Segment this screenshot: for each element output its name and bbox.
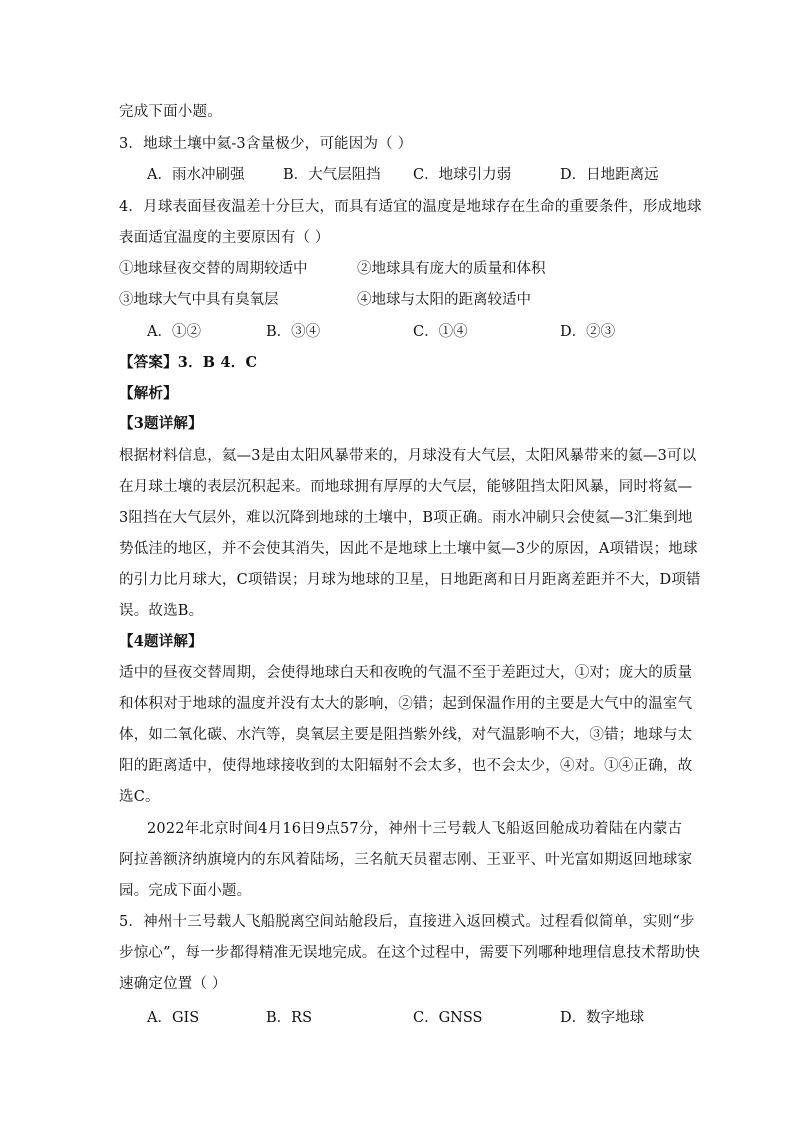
q3-detail-line4: 势低洼的地区，并不会使其消失，因此不是地球上土壤中氦—3少的原因，A项错误；地球 — [119, 541, 698, 557]
question-3-stem: 3．地球土壤中氦-3含量极少，可能因为（ ） — [119, 136, 413, 152]
q4-detail-line2: 和体积对于地球的温度并没有太大的影响，②错；起到保温作用的主要是大气中的温室气 — [119, 696, 693, 712]
q3-option-c: C．地球引力弱 — [413, 167, 512, 183]
q4-option-c: C．①④ — [413, 324, 468, 340]
q3-option-d: D．日地距离远 — [560, 167, 659, 183]
intro-instruction: 完成下面小题。 — [119, 104, 222, 120]
q4-statement-4: ④地球与太阳的距离较适中 — [357, 292, 531, 308]
q3-option-a: A．雨水冲刷强 — [147, 167, 245, 183]
material-paragraph-line1: 2022年北京时间4月16日9点57分，神州十三号载人飞船返回舱成功着陆在内蒙古 — [147, 821, 683, 837]
q3-detail-line5: 的引力比月球大，C项错误；月球为地球的卫星，日地距离和日月距离差距并不大，D项错 — [119, 572, 701, 588]
answer-line: 【答案】3．B 4．C — [119, 354, 258, 371]
q4-detail-heading: 【4题详解】 — [119, 633, 203, 650]
q4-option-a: A．①② — [147, 324, 201, 340]
q3-detail-heading: 【3题详解】 — [119, 415, 203, 432]
q4-statement-1: ①地球昼夜交替的周期较适中 — [119, 261, 308, 277]
q5-option-d: D．数字地球 — [560, 1010, 645, 1026]
question-5-stem-line2: 步惊心”，每一步都得精准无误地完成。在这个过程中，需要下列哪种地理信息技术帮助快 — [119, 945, 700, 961]
question-4-stem-line2: 表面适宜温度的主要原因有（ ） — [119, 230, 330, 246]
q3-detail-line3: 3阻挡在大气层外，难以沉降到地球的土壤中，B项正确。雨水冲刷只会使氦—3汇集到地 — [119, 510, 693, 526]
question-4-stem-line1: 4．月球表面昼夜温差十分巨大，而具有适宜的温度是地球存在生命的重要条件，形成地球 — [119, 199, 702, 215]
material-paragraph-line3: 园。完成下面小题。 — [119, 883, 252, 899]
q3-detail-line1: 根据材料信息，氦—3是由太阳风暴带来的，月球没有大气层，太阳风暴带来的氦—3可以 — [119, 448, 697, 464]
question-5-stem-line1: 5．神州十三号载人飞船脱离空间站舱段后，直接进入返回模式。过程看似简单，实则“步 — [119, 914, 695, 930]
q4-option-d: D．②③ — [560, 324, 616, 340]
q4-statement-2: ②地球具有庞大的质量和体积 — [357, 261, 546, 277]
q4-option-b: B．③④ — [266, 324, 321, 340]
q5-option-b: B．RS — [266, 1010, 313, 1026]
question-5-stem-line3: 速确定位置（ ） — [119, 976, 227, 992]
analysis-heading: 【解析】 — [119, 385, 178, 402]
q3-detail-line2: 在月球土壤的表层沉积起来。而地球拥有厚厚的大气层，能够阻挡太阳风暴，同时将氦— — [119, 479, 693, 495]
q3-detail-line6: 误。故选B。 — [119, 603, 204, 619]
material-paragraph-line2: 阿拉善额济纳旗境内的东风着陆场，三名航天员翟志刚、王亚平、叶光富如期返回地球家 — [119, 852, 693, 868]
q4-detail-line4: 阳的距离适中，使得地球接收到的太阳辐射不会太多，也不会太少，④对。①④正确，故 — [119, 758, 693, 774]
q4-detail-line5: 选C。 — [119, 789, 160, 805]
q4-detail-line3: 体，如二氧化碳、水汽等，臭氧层主要是阻挡紫外线，对气温影响不大，③错；地球与太 — [119, 727, 693, 743]
q5-option-a: A．GIS — [147, 1010, 200, 1026]
q3-option-b: B．大气层阻挡 — [283, 167, 381, 183]
q4-detail-line1: 适中的昼夜交替周期，会使得地球白天和夜晚的气温不至于差距过大，①对；庞大的质量 — [119, 665, 693, 681]
q4-statement-3: ③地球大气中具有臭氧层 — [119, 292, 279, 308]
q5-option-c: C．GNSS — [413, 1010, 483, 1026]
